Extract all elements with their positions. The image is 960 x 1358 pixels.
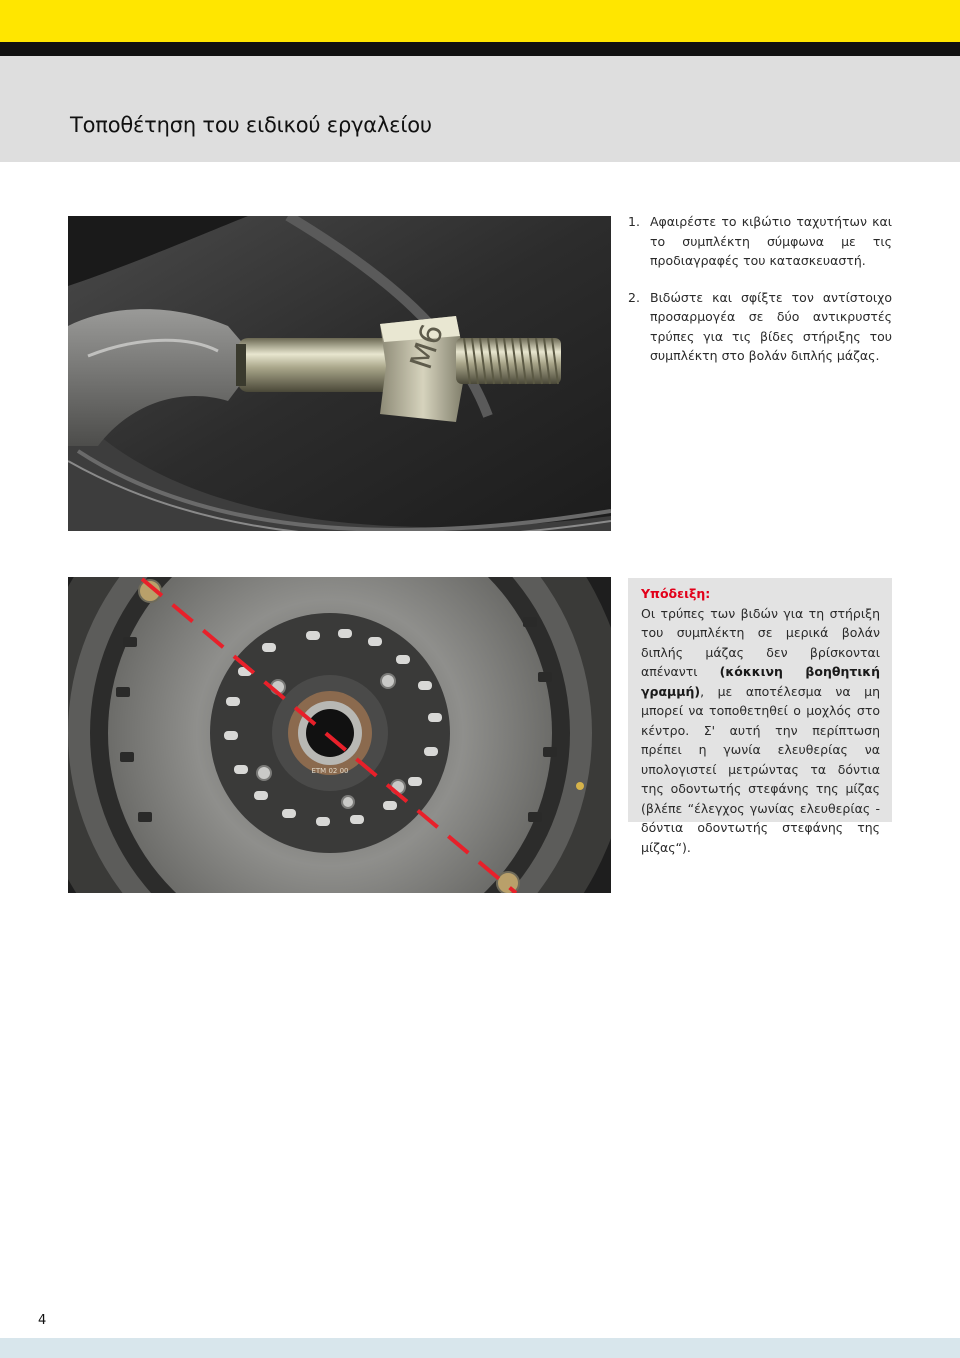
instruction-steps [628,212,892,383]
bearing-marking: ETM 02 00 [311,767,349,775]
flywheel-photo-illustration [68,577,611,893]
adapter-photo [68,216,611,531]
title-band [0,56,960,162]
note-text-part-1: Οι τρύπες των βιδών για τη στήριξη του συμπλέκτη σε μερικά βολάν διπλής μάζας δεν βρίσκονται απέναντι [641,605,880,679]
header-yellow-band [0,0,960,42]
step-2 [628,288,892,366]
page-number: 4 [38,1313,47,1328]
note-text-part-2: , με αποτέλεσμα να μη μπορεί να τοποθετηθεί ο μοχλός στο κέντρο. Σ' αυτή την περίπτωση πρέπει η γωνία ελευθερίας να υπολογιστεί μετρώντας τα δόντια της οδοντωτής στεφάνης της μίζας (βλέπε “έλεγχος γωνίας ελευθερίας - δόντια οδοντωτής στεφάνης της μίζας“). [641,683,880,855]
m6-marking: M6 [403,319,452,374]
note-text-bold: (κόκκινη βοηθητική γραμμή) [641,664,880,699]
adapter-photo-illustration [68,216,611,531]
header-black-rule [0,42,960,56]
footer-band [0,1338,960,1358]
page-title: Τοποθέτηση του ειδικού εργαλείου [70,113,432,137]
step-1 [628,212,892,271]
note-body [641,604,880,858]
step-text: Αφαιρέστε το κιβώτιο ταχυτήτων και το συμπλέκτη σύμφωνα με τις προδιαγραφές του κατασκευαστή. [650,214,892,268]
note-box [628,578,892,855]
step-number: 1. [628,214,640,229]
note-title: Υπόδειξη: [641,586,711,601]
step-number: 2. [628,289,640,305]
step-text: Βιδώστε και σφίξτε τον αντίστοιχο προσαρμογέα σε δύο αντικρυστές τρύπες για τις βίδες στήριξης του συμπλέκτη στο βολάν διπλής μάζας. [650,289,892,363]
flywheel-photo [68,577,611,893]
